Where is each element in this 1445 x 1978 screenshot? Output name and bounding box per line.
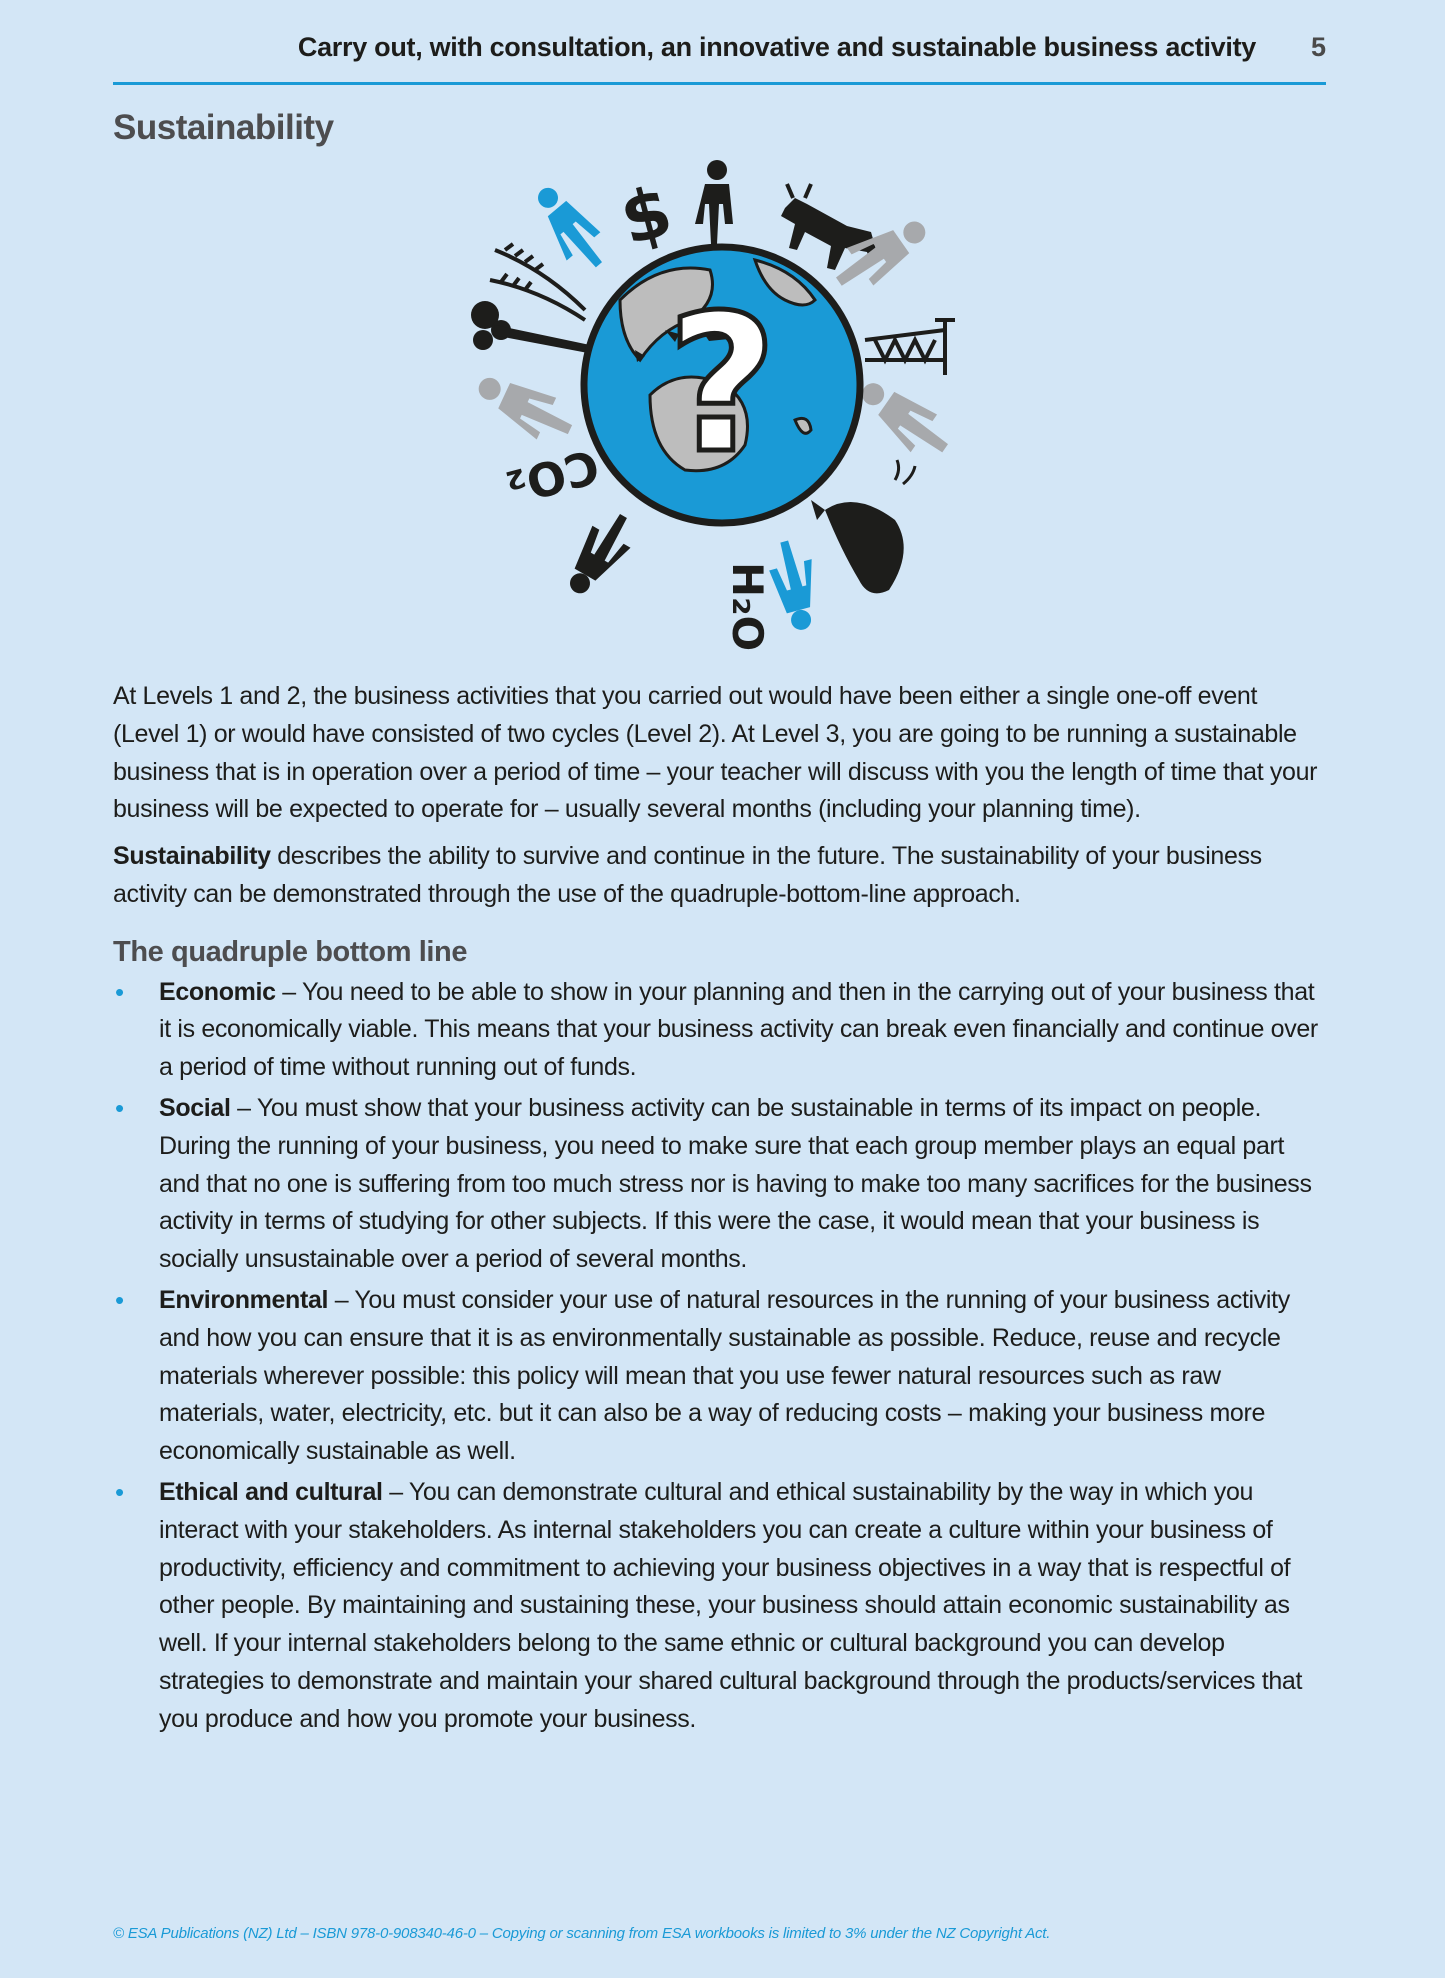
environmental-term: Environmental xyxy=(159,1285,329,1314)
person-figure-top xyxy=(695,160,733,244)
globe-icon xyxy=(584,247,860,523)
ethical-cultural-term: Ethical and cultural xyxy=(159,1477,383,1506)
oil-rig-icon xyxy=(865,320,955,375)
dollar-sign-icon: $ xyxy=(612,169,681,262)
social-term: Social xyxy=(159,1093,231,1122)
social-text: – You must show that your business activity can be sustainable in terms of its impact on people. During the running of your business, you need to make sure that each group member plays an equal part and that no one is suffering from too much stress nor is having to make too many sacrifices for the business activity in terms of studying for other subjects. If this were the case, it would mean that your business is socially unsustainable over a period of several months. xyxy=(159,1093,1312,1274)
sustainability-definition xyxy=(113,838,1328,914)
quadruple-bottom-line-list xyxy=(113,974,1328,1739)
tree-icon xyxy=(471,301,590,353)
sustainability-globe-illustration xyxy=(455,150,990,655)
copyright-footer: © ESA Publications (NZ) Ltd – ISBN 978-0-908340-46-0 – Copying or scanning from ESA workbooks is limited to 3% under the NZ Copyright Act. xyxy=(113,1925,1051,1942)
intro-paragraph: At Levels 1 and 2, the business activities that you carried out would have been either a single one-off event (Level 1) or would have consisted of two cycles (Level 2). At Level 3, you are going to be running a sustainable business that is in operation over a period of time – your teacher will discuss with you the length of time that your business will be expected to operate for – usually several months (including your planning time). xyxy=(113,682,1318,824)
list-item-social xyxy=(113,1090,1328,1279)
sustainability-definition-text: describes the ability to survive and continue in the future. The sustainability of your business activity can be demonstrated through the use of the quadruple-bottom-line approach. xyxy=(113,842,1262,908)
bullet-icon: • xyxy=(115,1092,124,1123)
page-header xyxy=(113,28,1326,85)
list-item-environmental xyxy=(113,1282,1328,1471)
h2o-label: H₂O xyxy=(723,562,772,652)
list-item-economic xyxy=(113,974,1328,1087)
co2-label: CO₂ xyxy=(500,438,605,515)
sustainability-term: Sustainability xyxy=(113,842,271,871)
section-title: Sustainability xyxy=(113,108,334,147)
body-content xyxy=(113,678,1328,1742)
environmental-text: – You must consider your use of natural resources in the running of your business activity and how you can ensure that it is as environmentally sustainable as possible. Reduce, reuse and recycle materials wherever possible: this policy will mean that you use fewer natural resources such as raw materials, water, electricity, etc. but it can also be a way of reducing costs – making your business more economically sustainable as well. xyxy=(159,1285,1290,1466)
person-figure-grey-left xyxy=(469,366,580,450)
bullet-icon: • xyxy=(115,1284,124,1315)
running-title: Carry out, with consultation, an innovative and sustainable business activity xyxy=(297,32,1256,62)
economic-text: – You need to be able to show in your planning and then in the carrying out of your business that it is economically viable. This means that your business activity can break even financially and continue over a period of time without running out of funds. xyxy=(159,977,1318,1082)
page-number: 5 xyxy=(1310,32,1326,62)
bullet-icon: • xyxy=(115,976,124,1007)
person-figure-black-bottom-left xyxy=(559,505,642,605)
list-item-ethical-cultural xyxy=(113,1474,1328,1739)
ethical-cultural-text: – You can demonstrate cultural and ethical sustainability by the way in which you interact with your stakeholders. As internal stakeholders you can create a culture within your business of productivity, efficiency and commitment to achieving your business objectives in a way that is respectful of other people. By maintaining and sustaining these, your business should attain economic sustainability as well. If your internal stakeholders belong to the same ethnic or cultural background you can develop strategies to demonstrate and maintain your shared cultural background through the products/services that you produce and how you promote your business. xyxy=(159,1477,1303,1733)
bullet-icon: • xyxy=(115,1476,124,1507)
economic-term: Economic xyxy=(159,977,276,1006)
question-mark-icon: ? xyxy=(667,274,778,495)
person-figure-blue-left xyxy=(522,179,616,279)
person-figure-grey-right xyxy=(849,371,958,467)
quadruple-bottom-line-heading: The quadruple bottom line xyxy=(113,935,468,968)
